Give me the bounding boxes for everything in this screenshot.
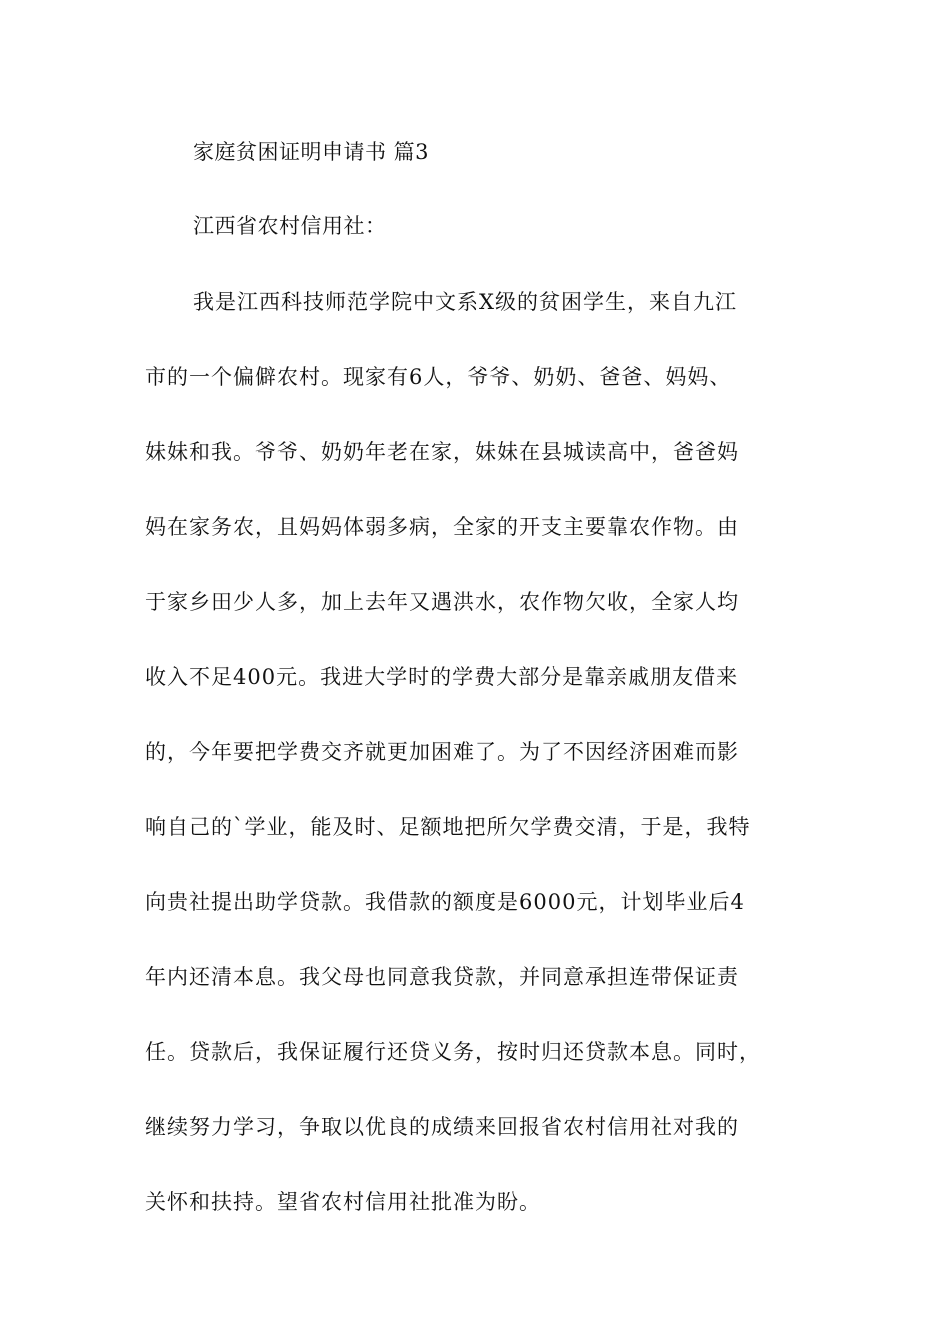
body-line: 年内还清本息。我父母也同意我贷款，并同意承担连带保证责 [145,965,739,989]
body-line: 妈在家务农，且妈妈体弱多病，全家的开支主要靠农作物。由 [145,515,739,539]
body-line: 向贵社提出助学贷款。我借款的额度是6000元，计划毕业后4 [145,890,745,914]
body-line: 的，今年要把学费交齐就更加困难了。为了不因经济困难而影 [145,740,739,764]
body-line: 响自己的`学业，能及时、足额地把所欠学费交清，于是，我特 [145,815,751,839]
body-line: 继续努力学习，争取以优良的成绩来回报省农村信用社对我的 [145,1115,739,1139]
body-line: 收入不足400元。我进大学时的学费大部分是靠亲戚朋友借来 [145,665,739,689]
body-line: 妹妹和我。爷爷、奶奶年老在家，妹妹在县城读高中，爸爸妈 [145,440,739,464]
document-title: 家庭贫困证明申请书 篇3 [193,140,430,164]
body-line: 关怀和扶持。望省农村信用社批准为盼。 [145,1190,541,1214]
body-line: 我是江西科技师范学院中文系X级的贫困学生，来自九江 [193,290,737,314]
body-line: 于家乡田少人多，加上去年又遇洪水，农作物欠收，全家人均 [145,590,739,614]
addressee-line: 江西省农村信用社： [193,214,387,238]
body-line: 任。贷款后，我保证履行还贷义务，按时归还贷款本息。同时， [145,1040,761,1064]
body-line: 市的一个偏僻农村。现家有6人，爷爷、奶奶、爸爸、妈妈、 [145,365,732,389]
